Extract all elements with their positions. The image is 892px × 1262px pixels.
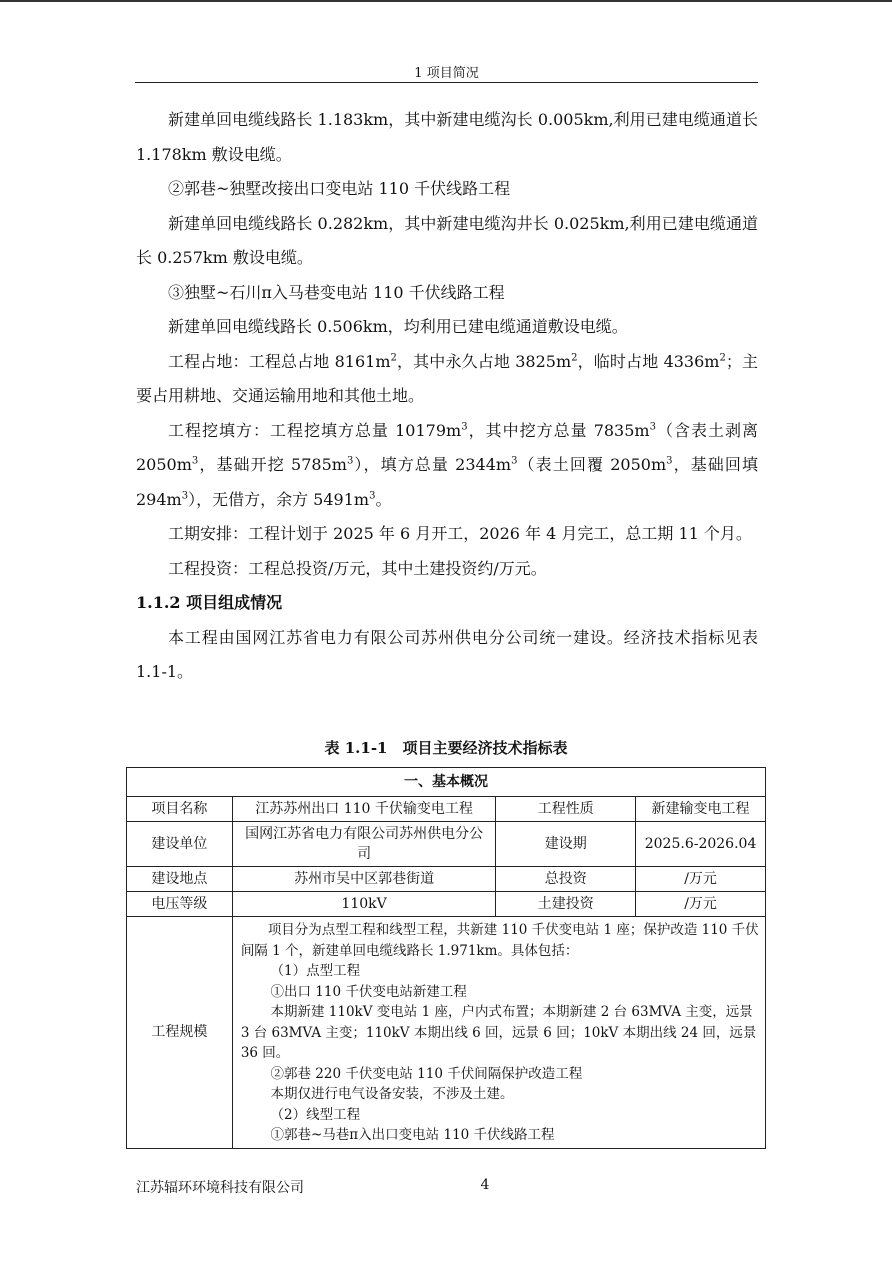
scale-line: （1）点型工程 xyxy=(270,963,361,979)
table-cell-value: /万元 xyxy=(636,867,766,892)
scale-line: 本期仅进行电气设备安装，不涉及土建。 xyxy=(270,1086,514,1102)
table-cell-label: 工程性质 xyxy=(496,797,636,822)
section-heading: 1.1.2 项目组成情况 xyxy=(136,593,283,612)
table-row xyxy=(127,797,766,822)
table-caption: 表 1.1-1 项目主要经济技术指标表 xyxy=(324,739,568,757)
page-number: 4 xyxy=(480,1177,490,1193)
table-cell-scale-description xyxy=(232,917,765,1149)
paragraph-composition: 本工程由国网江苏省电力有限公司苏州供电分公司统一建设。经济技术指标见表 1.1-1。 xyxy=(136,627,758,681)
scale-line: 项目分为点型工程和线型工程，共新建 110 千伏变电站 1 座；保护改造 110 千伏间隔 1 个，新建单回电缆线路长 1.971km。具体包括： xyxy=(240,922,759,959)
table-cell-label: 建设地点 xyxy=(127,867,233,892)
table-cell-value: 新建输变电工程 xyxy=(636,797,766,822)
table-row-scale xyxy=(127,917,766,1149)
paragraph-cable-line-2: 新建单回电缆线路长 0.282km，其中新建电缆沟井长 0.025km,利用已建电缆通道长 0.257km 敷设电缆。 xyxy=(136,213,758,267)
body-text xyxy=(136,103,758,690)
paragraph-project-2-title: ②郭巷~独墅改接出口变电站 110 千伏线路工程 xyxy=(168,179,511,198)
table-row xyxy=(127,867,766,892)
table-cell-label: 总投资 xyxy=(496,867,636,892)
scale-line: 本期新建 110kV 变电站 1 座，户内式布置；本期新建 2 台 63MVA 主变，远景 3 台 63MVA 主变；110kV 本期出线 6 回，远景 6 回；10kV 本期出线 24 回，远景 36 回。 xyxy=(240,1004,757,1061)
paragraph-earthwork: 工程挖填方：工程挖填方总量 $10179m^3$，其中挖方总量 $7835m^3$（含表土剥离 $2050m^3$，基础开挖 $5785m^3$），填方总量 $2344m^3$（表土回覆 $2050m^3$，基础回填 $294m^3$），无借方，余方 $5491m^3$。 xyxy=(136,420,758,509)
table-cell-value: 江苏苏州出口 110 千伏输变电工程 xyxy=(232,797,496,822)
scale-line: （2）线型工程 xyxy=(270,1106,361,1123)
table-cell-value: 国网江苏省电力有限公司苏州供电分公司 xyxy=(232,822,496,867)
table-cell-value: 2025.6-2026.04 xyxy=(636,822,766,867)
page-top-border xyxy=(0,0,892,2)
paragraph-investment: 工程投资：工程总投资/万元，其中土建投资约/万元。 xyxy=(168,558,547,578)
scale-line: ②郭巷 220 千伏变电站 110 千伏间隔保护改造工程 xyxy=(270,1065,583,1082)
table-cell-label: 电压等级 xyxy=(127,892,233,917)
table-cell-value: 苏州市吴中区郭巷街道 xyxy=(232,867,496,892)
table-row xyxy=(127,822,766,867)
header-rule xyxy=(135,82,758,83)
running-header: 1 项目简况 xyxy=(414,66,479,81)
table-cell-value: /万元 xyxy=(636,892,766,917)
table-cell-label: 项目名称 xyxy=(127,797,233,822)
scale-line: ①出口 110 千伏变电站新建工程 xyxy=(270,983,467,1000)
footer-company: 江苏辐环环境科技有限公司 xyxy=(136,1180,304,1196)
table-cell-label: 工程规模 xyxy=(127,917,233,1149)
table-section-row xyxy=(127,768,766,797)
table-section-title: 一、基本概况 xyxy=(127,768,766,797)
tech-indicator-table xyxy=(126,767,766,1149)
scale-line: ①郭巷~马巷π入出口变电站 110 千伏线路工程 xyxy=(270,1127,555,1143)
paragraph-cable-line-1: 新建单回电缆线路长 1.183km，其中新建电缆沟长 0.005km,利用已建电缆通道长 1.178km 敷设电缆。 xyxy=(136,110,758,164)
table-cell-label: 建设单位 xyxy=(127,822,233,867)
table-cell-label: 建设期 xyxy=(496,822,636,867)
table-cell-value: 110kV xyxy=(232,892,496,917)
table-row xyxy=(127,892,766,917)
table-cell-label: 土建投资 xyxy=(496,892,636,917)
paragraph-schedule: 工期安排：工程计划于 2025 年 6 月开工，2026 年 4 月完工，总工期 11 个月。 xyxy=(168,524,752,543)
paragraph-cable-line-3: 新建单回电缆线路长 0.506km，均利用已建电缆通道敷设电缆。 xyxy=(168,317,628,336)
paragraph-project-3-title: ③独墅~石川π入马巷变电站 110 千伏线路工程 xyxy=(168,282,505,302)
paragraph-land-use: 工程占地：工程总占地 $8161m^2$，其中永久占地 $3825m^2$，临时占地 $4336m^2$；主要占用耕地、交通运输用地和其他土地。 xyxy=(136,351,758,405)
